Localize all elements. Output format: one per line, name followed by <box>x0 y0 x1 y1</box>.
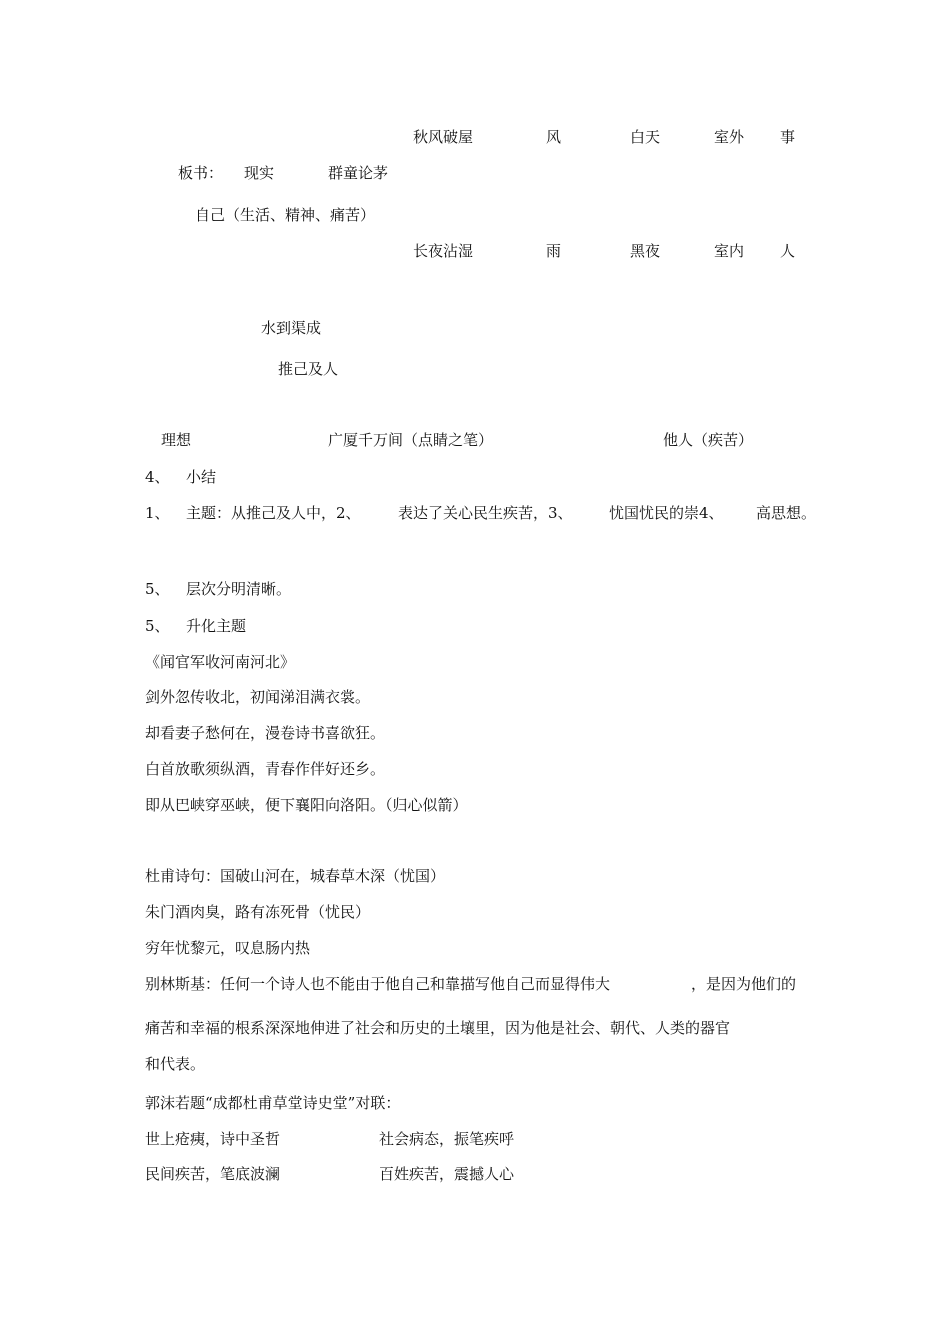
summary-item-5: 层次分明清晰。 <box>186 580 292 598</box>
couplet-row-1-right: 社会病态，振笔疾呼 <box>379 1130 515 1148</box>
board-label: 板书： <box>178 164 224 182</box>
dufu-line-3: 穷年忧黎元，叹息肠内热 <box>145 939 311 957</box>
summary-item-3: 忧国忧民的崇4、 <box>609 504 724 522</box>
board-top-wind: 风 <box>546 128 562 146</box>
upgrade-number: 5、 <box>145 617 170 635</box>
poem-line-3: 白首放歌须纵酒，青春作伴好还乡。 <box>145 760 386 778</box>
couplet-row-1-left: 世上疮痍，诗中圣哲 <box>145 1130 281 1148</box>
summary-item-2: 表达了关心民生疾苦，3、 <box>398 504 573 522</box>
belinsky-line-1b: ，是因为他们的 <box>691 975 797 993</box>
dufu-line-1: 杜甫诗句：国破山河在，城春草木深（忧国） <box>145 867 446 885</box>
summary-item-1: 主题：从推己及人中，2、 <box>186 504 361 522</box>
summary-number: 4、 <box>145 468 170 486</box>
belinsky-line-3: 和代表。 <box>145 1055 206 1073</box>
board-self: 自己（生活、精神、痛苦） <box>195 206 376 224</box>
board-empathy: 推己及人 <box>278 360 339 378</box>
board-top-event: 事 <box>780 128 796 146</box>
poem-line-4: 即从巴峡穿巫峡，便下襄阳向洛阳。（归心似箭） <box>145 796 468 814</box>
board-top-daytime: 白天 <box>630 128 661 146</box>
summary-item-5-number: 5、 <box>145 580 170 598</box>
board-crowd: 群童论茅 <box>328 164 389 182</box>
board-bottom-night: 黑夜 <box>630 242 661 260</box>
summary-item-4: 高思想。 <box>756 504 817 522</box>
couplet-row-2-right: 百姓疾苦，震撼人心 <box>379 1165 515 1183</box>
board-bottom-person: 人 <box>780 242 796 260</box>
board-bottom-indoor: 室内 <box>714 242 745 260</box>
summary-item-1-number: 1、 <box>145 504 170 522</box>
poem-line-1: 剑外忽传收北，初闻涕泪满衣裳。 <box>145 688 371 706</box>
couplet-row-2-left: 民间疾苦，笔底波澜 <box>145 1165 281 1183</box>
board-reality: 现实 <box>244 164 275 182</box>
poem-line-2: 却看妻子愁何在，漫卷诗书喜欲狂。 <box>145 724 386 742</box>
belinsky-line-1: 别林斯基：任何一个诗人也不能由于他自己和靠描写他自己而显得伟大 <box>145 975 611 993</box>
belinsky-line-2: 痛苦和幸福的根系深深地伸进了社会和历史的土壤里，因为他是社会、朝代、人类的器官 <box>145 1019 731 1037</box>
summary-title: 小结 <box>186 468 217 486</box>
board-bottom-rain: 雨 <box>546 242 562 260</box>
board-mansion: 广厦千万间（点睛之笔） <box>328 431 494 449</box>
board-others: 他人（疾苦） <box>663 431 754 449</box>
couplet-intro: 郭沫若题“成都杜甫草堂诗史堂”对联： <box>145 1094 401 1112</box>
board-top-outdoor: 室外 <box>714 128 745 146</box>
poem-title: 《闻官军收河南河北》 <box>145 653 296 671</box>
dufu-line-2: 朱门酒肉臭，路有冻死骨（忧民） <box>145 903 371 921</box>
board-natural: 水到渠成 <box>261 319 322 337</box>
upgrade-title: 升化主题 <box>186 617 247 635</box>
board-bottom-title: 长夜沾湿 <box>413 242 474 260</box>
board-top-title: 秋风破屋 <box>413 128 474 146</box>
board-ideal: 理想 <box>161 431 192 449</box>
